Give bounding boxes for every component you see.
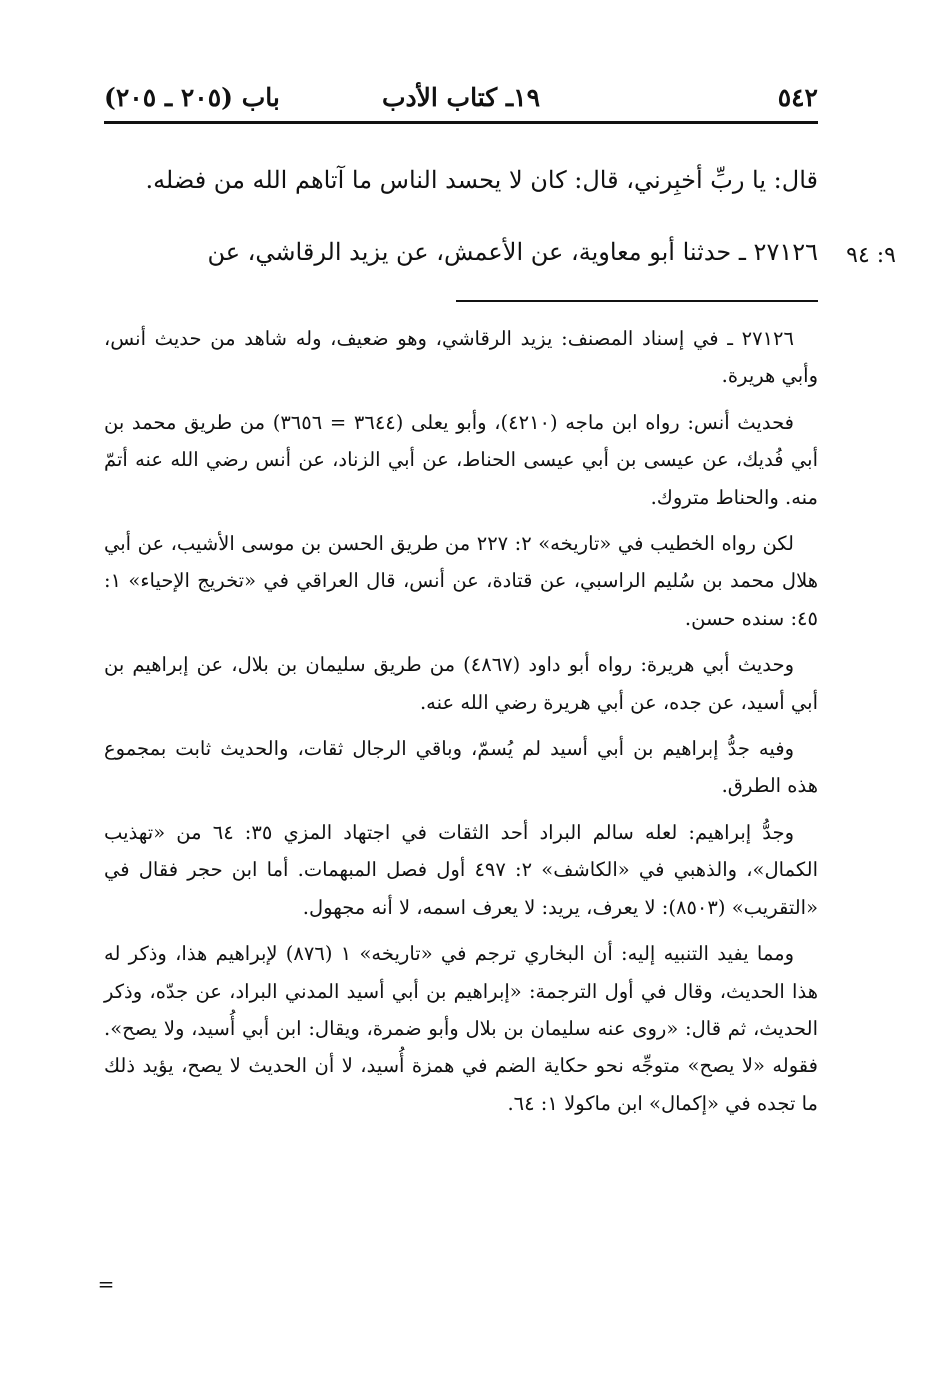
footnote-paragraph: وفيه جدُّ إبراهيم بن أبي أسيد لم يُسمّ، وباقي الرجال ثقات، والحديث ثابت بمجموع هذه الطرق.	[104, 737, 818, 798]
footnote-paragraph: ٢٧١٢٦ ـ في إسناد المصنف: يزيد الرقاشي، وهو ضعيف، وله شاهد من حديث أنس، وأبي هريرة.	[104, 327, 818, 388]
footnotes	[104, 320, 818, 1131]
chapter-range: باب (٢٠٥ ـ ٢٠٥)	[104, 83, 280, 112]
footnote-paragraph: لكن رواه الخطيب في «تاريخه» ٢: ٢٢٧ من طريق الحسن بن موسى الأشيب، عن أبي هلال محمد بن سُليم الراسبي، عن قتادة، عن أنس، قال العراقي في «تخريج الإحياء» ١: ٤٥: سنده حسن.	[104, 532, 818, 630]
page-number: ٥٤٢	[777, 83, 818, 112]
hadith-line: ٢٧١٢٦ ـ حدثنا أبو معاوية، عن الأعمش، عن يزيد الرقاشي، عن	[207, 238, 818, 266]
main-text-line: قال: يا ربِّ أخبِرني، قال: كان لا يحسد الناس ما آتاهم الله من فضله.	[145, 166, 818, 194]
footnote-paragraph: فحديث أنس: رواه ابن ماجه (٤٢١٠)، وأبو يعلى (٣٦٤٤ = ٣٦٥٦) من طريق محمد بن أبي فُديك، عن عيسى بن أبي عيسى الحناط، عن أبي الزناد، عن أنس رضي الله عنه أتمّ منه. والحناط متروك.	[104, 410, 818, 509]
footnote-paragraph: وجدُّ إبراهيم: لعله سالم البراد أحد الثقات في اجتهاد المزي ٣٥: ٦٤ من «تهذيب الكمال»، والذهبي في «الكاشف» ٢: ٤٩٧ أول فصل المبهمات. أما ابن حجر فقال في «التقريب» (٨٥٠٣): لا يعرف، يريد: لا يعرف اسمه، لا أنه مجهول.	[104, 820, 818, 919]
continuation-mark: =	[97, 1272, 115, 1296]
margin-reference: ٩: ٩٤	[846, 243, 896, 268]
page-header	[104, 78, 818, 118]
footnote-paragraph: وحديث أبي هريرة: رواه أبو داود (٤٨٦٧) من طريق سليمان بن بلال، عن إبراهيم بن أبي أسيد، عن جده، عن أبي هريرة رضي الله عنه.	[104, 653, 818, 714]
footnote-paragraph: ومما يفيد التنبيه إليه: أن البخاري ترجم في «تاريخه» ١ (٨٧٦) لإبراهيم هذا، وذكر له هذا الحديث، وقال في أول الترجمة: «إبراهيم بن أبي أسيد المدني البراد، عن جدّه، وذكر الحديث، ثم قال: «روى عنه سليمان بن بلال وأبو ضمرة، ويقال: ابن أبي أُسيد، ولا يصح». فقوله «لا يصح» متوجِّه نحو حكاية الضم في همزة أُسيد، لا أن الحديث لا يصح، يؤيد ذلك ما تجده في «إكمال» ابن ماكولا ١: ٦٤.	[104, 942, 818, 1115]
book-title: ١٩ـ كتاب الأدب	[381, 83, 541, 112]
footnote-rule	[456, 300, 818, 302]
header-rule	[104, 121, 818, 124]
